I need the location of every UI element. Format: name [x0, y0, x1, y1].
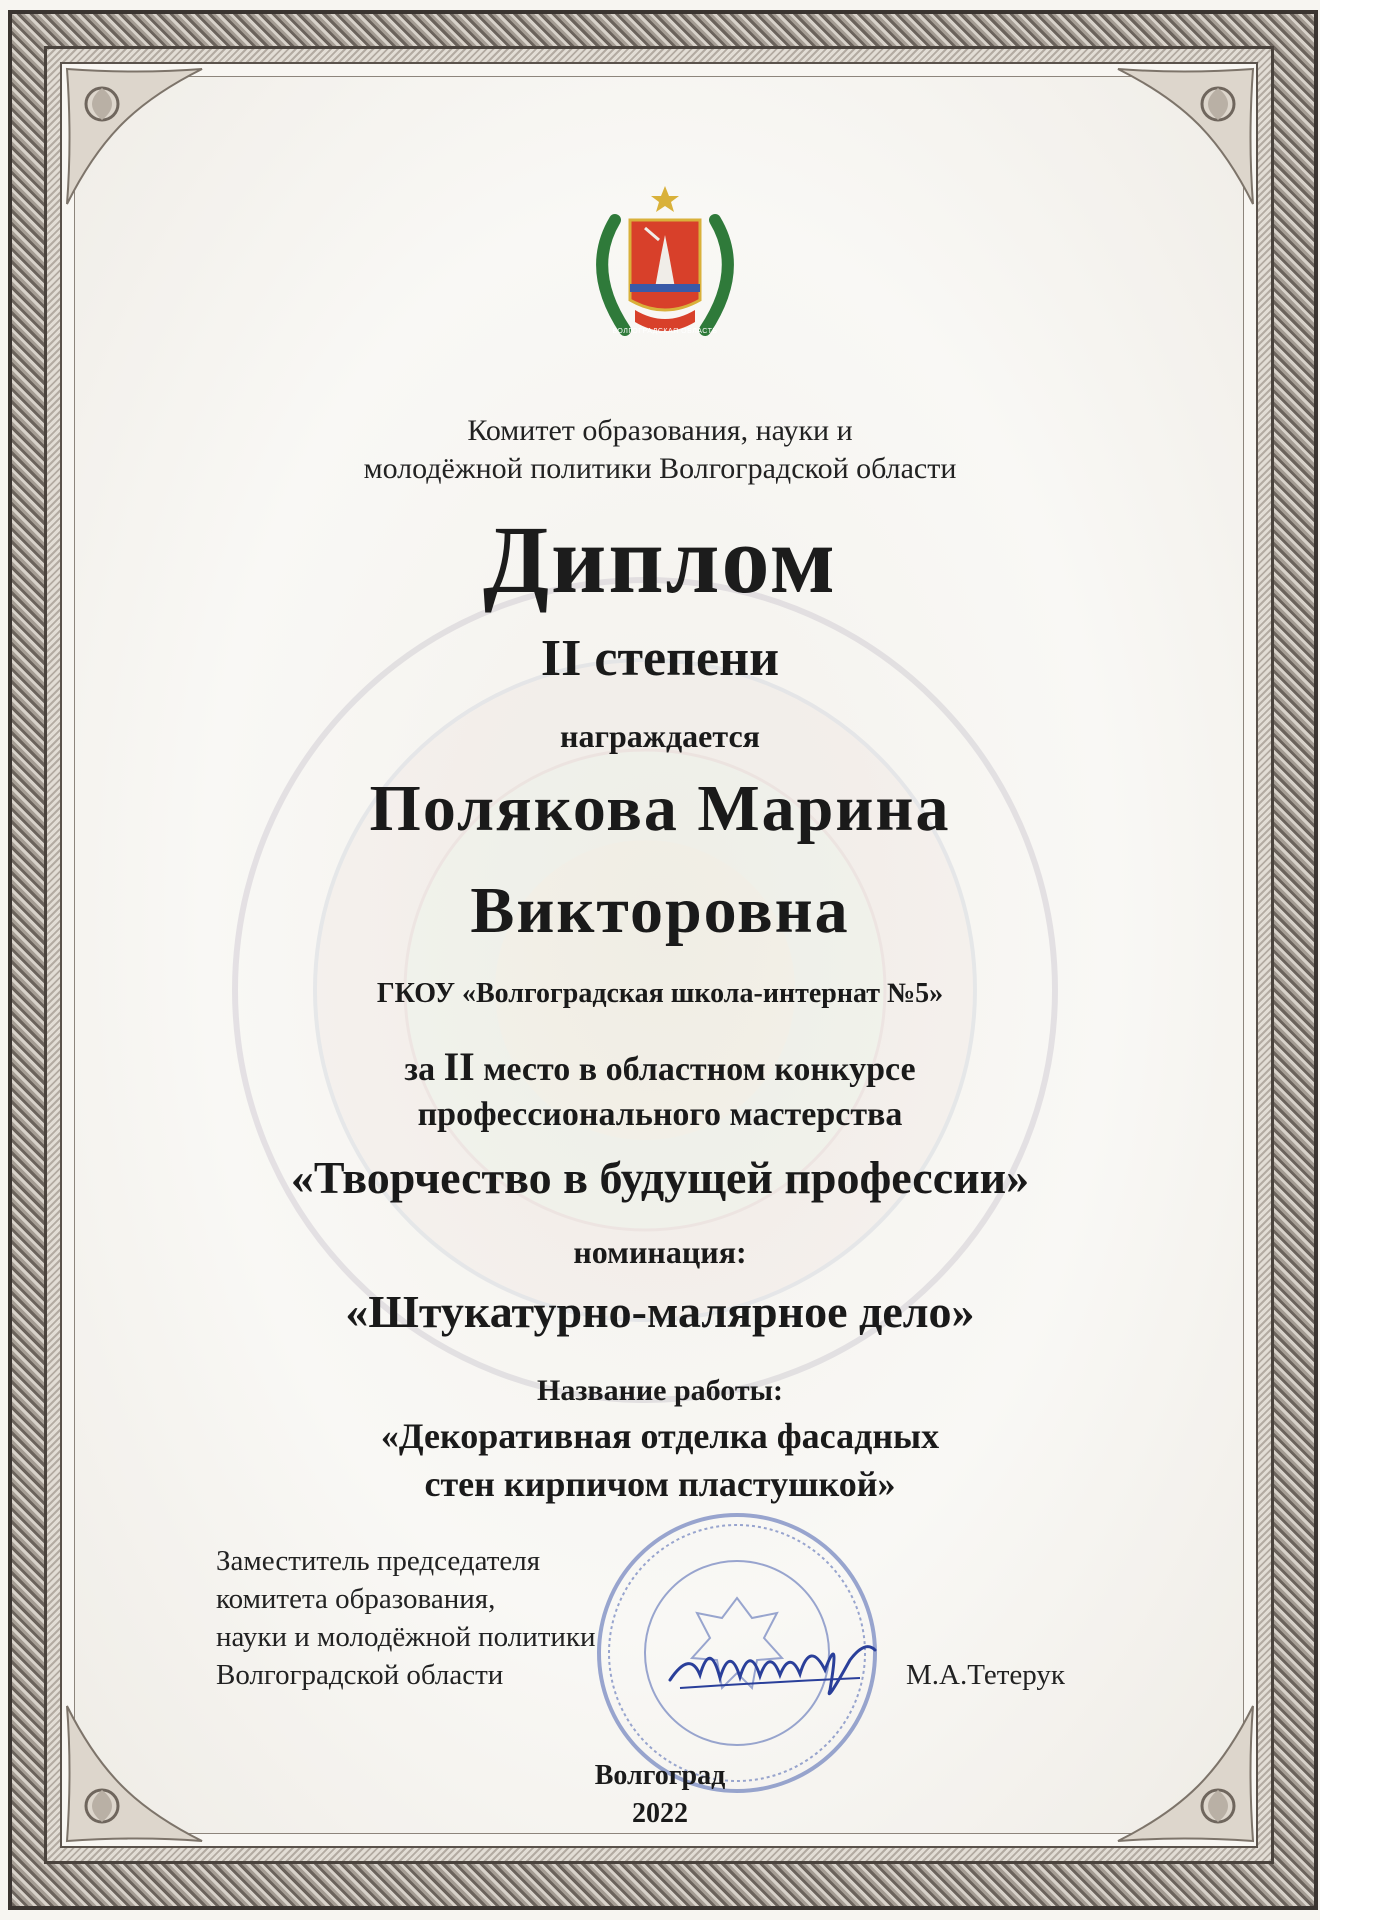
reason-suffix: место в областном конкурсе	[483, 1051, 916, 1088]
corner-ornament-top-right	[1108, 64, 1258, 214]
awarded-label: награждается	[560, 718, 760, 754]
work-title-label: Название работы:	[536, 1374, 784, 1407]
nomination-name: «Штукатурно-малярное дело»	[345, 1286, 975, 1337]
recipient-school: ГКОУ «Волгоградская школа-интернат №5»	[376, 978, 944, 1009]
contest-name: «Творчество в будущей профессии»	[290, 1152, 1030, 1203]
diploma-degree: II степени	[540, 630, 780, 687]
recipient-name-line-1: Полякова Марина	[369, 772, 951, 845]
signatory-position	[216, 1542, 596, 1694]
diploma-title: Диплом	[482, 506, 838, 613]
award-reason	[0, 1046, 1320, 1091]
signatory-name: М.А.Тетерук	[906, 1659, 1065, 1691]
corner-ornament-top-left	[62, 64, 212, 214]
position-line-3: науки и молодёжной политики	[216, 1621, 596, 1653]
recipient-name-line-2: Викторовна	[470, 874, 850, 947]
nomination-label: номинация:	[573, 1234, 747, 1270]
reason-place: II	[443, 1044, 475, 1089]
position-line-4: Волгоградской области	[216, 1659, 504, 1691]
position-line-1: Заместитель председателя	[216, 1545, 541, 1577]
organization-line-2: молодёжной политики Волгоградской области	[363, 452, 957, 485]
year: 2022	[632, 1798, 688, 1829]
work-title-line-1: «Декоративная отделка фасадных	[380, 1416, 940, 1456]
emblem-caption: ВОЛГОГРАДСКАЯ ОБЛАСТЬ	[612, 328, 718, 335]
city: Волгоград	[594, 1760, 726, 1791]
position-line-2: комитета образования,	[216, 1583, 496, 1615]
contest-type: профессионального мастерства	[417, 1096, 903, 1133]
work-title-line-2: стен кирпичом пластушкой»	[424, 1464, 896, 1504]
handwritten-signature	[660, 1620, 880, 1710]
reason-prefix: за	[404, 1051, 436, 1088]
organization-line-1: Комитет образования, науки и	[467, 414, 853, 447]
